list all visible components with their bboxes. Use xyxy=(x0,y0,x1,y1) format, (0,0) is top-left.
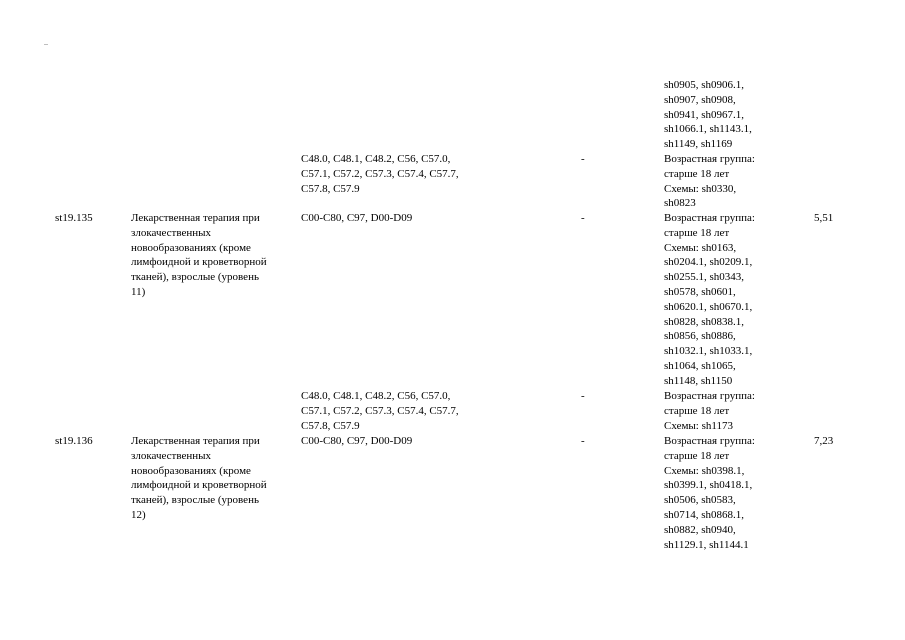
criteria-line: Схемы: sh1173 xyxy=(664,419,733,432)
criteria-line: sh1129.1, sh1144.1 xyxy=(664,538,749,551)
coefficient-cell: 5,51 xyxy=(814,212,834,224)
name-line: лимфоидной и кроветворной xyxy=(131,256,267,269)
mkb-line: C57.8, C57.9 xyxy=(301,419,360,432)
ksg-name-cell xyxy=(131,211,267,300)
name-line: Лекарственная терапия при xyxy=(131,212,260,224)
criteria-line: sh0620.1, sh0670.1, xyxy=(664,300,753,313)
criteria-line: sh0399.1, sh0418.1, xyxy=(664,479,753,492)
criteria-line: Схемы: sh0163, xyxy=(664,241,737,254)
dash-cell: - xyxy=(581,153,585,165)
criteria-cell xyxy=(664,152,755,211)
criteria-line: Возрастная группа: xyxy=(664,212,755,224)
criteria-line: sh1149, sh1169 xyxy=(664,138,733,151)
mkb-codes-cell xyxy=(301,434,412,449)
criteria-line: sh0856, sh0886, xyxy=(664,330,736,343)
dash-cell: - xyxy=(581,212,585,224)
criteria-line: sh1066.1, sh1143.1, xyxy=(664,123,752,136)
mkb-codes-cell xyxy=(301,152,459,196)
criteria-line: Схемы: sh0330, xyxy=(664,182,737,195)
name-line: лимфоидной и кроветворной xyxy=(131,479,267,492)
criteria-line: sh1032.1, sh1033.1, xyxy=(664,345,753,358)
header-mark: .. xyxy=(44,38,48,47)
criteria-line: sh0823 xyxy=(664,197,696,210)
ksg-name-cell xyxy=(131,434,267,523)
name-line: новообразованиях (кроме xyxy=(131,464,251,477)
name-line: тканей), взрослые (уровень xyxy=(131,271,259,284)
criteria-line: sh0506, sh0583, xyxy=(664,494,736,507)
name-line: злокачественных xyxy=(131,449,212,462)
criteria-line: sh1064, sh1065, xyxy=(664,359,736,372)
coefficient-cell: 7,23 xyxy=(814,435,834,447)
ksg-code-cell: st19.135 xyxy=(55,212,93,224)
criteria-line: старше 18 лет xyxy=(664,449,730,462)
mkb-line: C57.1, C57.2, C57.3, C57.4, C57.7, xyxy=(301,167,459,180)
mkb-line: C57.1, C57.2, C57.3, C57.4, C57.7, xyxy=(301,404,459,417)
mkb-codes-cell xyxy=(301,389,459,433)
criteria-line: Схемы: sh0398.1, xyxy=(664,464,745,477)
criteria-line: sh0882, sh0940, xyxy=(664,523,736,536)
criteria-line: sh0828, sh0838.1, xyxy=(664,315,745,328)
mkb-line: C48.0, C48.1, C48.2, C56, C57.0, xyxy=(301,153,451,165)
dash-cell: - xyxy=(581,390,585,402)
mkb-line: C00-C80, C97, D00-D09 xyxy=(301,212,413,224)
mkb-line: C48.0, C48.1, C48.2, C56, C57.0, xyxy=(301,390,451,402)
dash-cell: - xyxy=(581,435,585,447)
criteria-cell xyxy=(664,389,755,433)
criteria-line: старше 18 лет xyxy=(664,226,730,239)
criteria-line: sh1148, sh1150 xyxy=(664,374,733,387)
criteria-line: sh0204.1, sh0209.1, xyxy=(664,256,753,269)
criteria-line: sh0578, sh0601, xyxy=(664,285,736,298)
name-line: 12) xyxy=(131,508,146,521)
criteria-line: старше 18 лет xyxy=(664,167,730,180)
mkb-codes-cell xyxy=(301,211,412,226)
name-line: тканей), взрослые (уровень xyxy=(131,494,259,507)
ksg-code-cell: st19.136 xyxy=(55,435,93,447)
name-line: злокачественных xyxy=(131,226,212,239)
mkb-line: C00-C80, C97, D00-D09 xyxy=(301,435,413,447)
criteria-line: sh0905, sh0906.1, xyxy=(664,79,745,91)
criteria-line: sh0941, sh0967.1, xyxy=(664,108,745,121)
criteria-cell xyxy=(664,211,755,389)
criteria-line: Возрастная группа: xyxy=(664,390,755,402)
criteria-line: Возрастная группа: xyxy=(664,153,755,165)
mkb-line: C57.8, C57.9 xyxy=(301,182,360,195)
criteria-line: sh0907, sh0908, xyxy=(664,93,736,106)
criteria-line: sh0714, sh0868.1, xyxy=(664,508,745,521)
criteria-cell xyxy=(664,78,752,152)
criteria-cell xyxy=(664,434,755,552)
criteria-line: sh0255.1, sh0343, xyxy=(664,271,745,284)
criteria-line: старше 18 лет xyxy=(664,404,730,417)
name-line: 11) xyxy=(131,285,146,298)
name-line: Лекарственная терапия при xyxy=(131,435,260,447)
name-line: новообразованиях (кроме xyxy=(131,241,251,254)
criteria-line: Возрастная группа: xyxy=(664,435,755,447)
